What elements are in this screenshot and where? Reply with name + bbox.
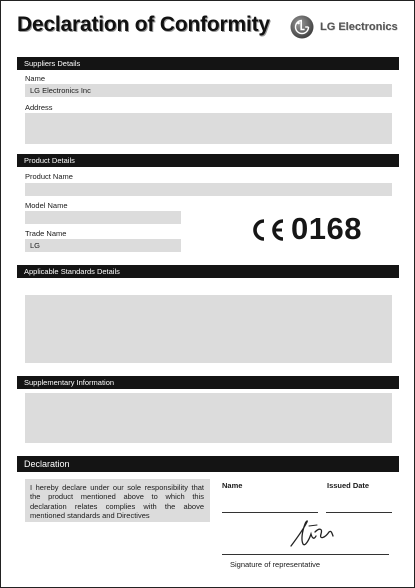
section-header-supplementary: Supplementary Information [17, 376, 399, 389]
supplier-name-label: Name [25, 74, 46, 83]
declaration-statement: I hereby declare under our sole responsibility that the product mentioned above to which this declaration relates complies with the above mentioned standards and Directives [25, 479, 210, 522]
section-header-standards: Applicable Standards Details [17, 265, 399, 278]
supplementary-field[interactable] [25, 393, 392, 443]
section-header-product: Product Details [17, 154, 399, 167]
standards-field[interactable] [25, 295, 392, 363]
supplier-address-field[interactable] [25, 113, 392, 144]
handwritten-signature [287, 516, 335, 552]
trade-name-field[interactable]: LG [25, 239, 181, 252]
issued-date-line[interactable] [326, 512, 392, 513]
supplier-address-label: Address [25, 103, 53, 112]
model-name-label: Model Name [25, 201, 68, 210]
declaration-name-label: Name [222, 481, 243, 490]
signature-label: Signature of representative [230, 560, 321, 569]
brand-logo [290, 15, 400, 41]
issued-date-label: Issued Date [327, 481, 370, 490]
supplier-name-field[interactable]: LG Electronics Inc [25, 84, 392, 97]
product-name-field[interactable] [25, 183, 392, 196]
product-name-label: Product Name [25, 172, 73, 181]
notified-body-number: 0168 [291, 211, 362, 246]
brand-name: LG Electronics [320, 21, 398, 33]
name-signature-line[interactable] [222, 512, 318, 513]
ce-mark-icon [249, 218, 287, 242]
representative-signature-line[interactable] [222, 554, 389, 555]
lg-logo-icon [290, 15, 314, 39]
section-header-declaration: Declaration [17, 456, 399, 472]
trade-name-label: Trade Name [25, 229, 67, 238]
model-name-field[interactable] [25, 211, 181, 224]
page-title: Declaration of Conformity [17, 13, 270, 36]
section-header-suppliers: Suppliers Details [17, 57, 399, 70]
